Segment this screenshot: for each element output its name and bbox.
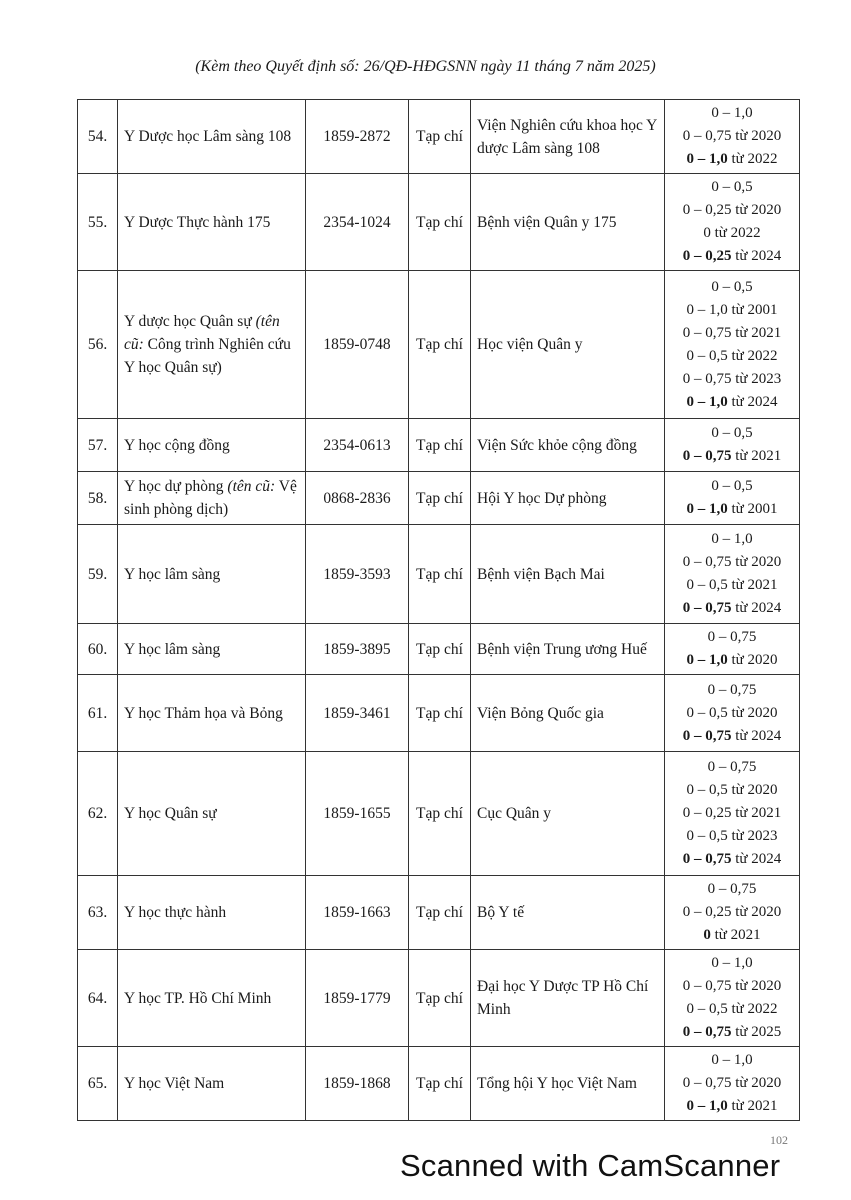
row-number: 65. xyxy=(78,1047,118,1121)
score-since-year: từ 2023 xyxy=(727,828,778,844)
score-value: 0 – 1,0 xyxy=(711,955,753,971)
score-value: 0 – 0,5 xyxy=(686,577,728,593)
issn: 1859-1868 xyxy=(306,1047,409,1121)
journal-name-text: Y học cộng đồng xyxy=(124,436,230,454)
score-line xyxy=(671,422,793,445)
score-value: 0 – 0,5 xyxy=(686,1001,728,1017)
score-since-year: từ 2021 xyxy=(727,1098,778,1114)
score-value: 0 – 0,75 xyxy=(682,448,732,464)
score-range xyxy=(665,271,800,419)
journal-name-text: Y học Quân sự xyxy=(124,805,217,822)
journal-name-text: Y học lâm sàng xyxy=(124,640,221,658)
score-line xyxy=(671,125,793,148)
publisher: Học viện Quân y xyxy=(471,271,665,419)
score-value: 0 – 0,5 xyxy=(686,782,728,798)
journal-name-text: Y dược học Quân sự xyxy=(124,313,252,330)
score-value: 0 xyxy=(703,927,711,943)
table-row xyxy=(78,525,800,624)
score-since-year: từ 2021 xyxy=(727,577,778,593)
score-line xyxy=(671,649,793,672)
score-range xyxy=(665,472,800,525)
score-range xyxy=(665,950,800,1047)
score-line xyxy=(671,176,793,199)
document-header: (Kèm theo Quyết định số: 26/QĐ-HĐGSNN ngày 11 tháng 7 năm 2025) xyxy=(195,58,656,75)
score-since-year: từ 2024 xyxy=(727,393,778,410)
table-row xyxy=(78,419,800,472)
journal-name xyxy=(118,419,306,472)
journal-name xyxy=(118,752,306,876)
former-name-prefix: (tên cũ: xyxy=(227,478,276,495)
score-value: 0 – 1,0 xyxy=(686,652,728,668)
journal-name-text: Y Dược học Lâm sàng 108 xyxy=(124,128,292,145)
score-value: 0 – 1,0 xyxy=(711,531,753,547)
score-line xyxy=(671,679,793,702)
score-value: 0 – 0,75 xyxy=(682,727,732,744)
score-line xyxy=(671,975,793,998)
publication-type: Tạp chí xyxy=(409,950,471,1047)
publisher: Viện Nghiên cứu khoa học Y dược Lâm sàng 108 xyxy=(471,100,665,174)
journal-name xyxy=(118,950,306,1047)
score-range xyxy=(665,419,800,472)
score-value: 0 – 0,5 xyxy=(686,347,728,364)
score-line xyxy=(671,725,793,748)
score-value: 0 – 0,5 xyxy=(686,704,728,721)
score-value: 0 xyxy=(703,225,711,241)
score-line xyxy=(671,1095,793,1118)
journal-name xyxy=(118,271,306,419)
issn: 1859-1655 xyxy=(306,752,409,876)
score-line xyxy=(671,1072,793,1095)
row-number: 54. xyxy=(78,100,118,174)
publisher: Hội Y học Dự phòng xyxy=(471,472,665,525)
journal-table xyxy=(77,99,800,1121)
score-since-year: từ 2020 xyxy=(731,1075,782,1091)
row-number: 57. xyxy=(78,419,118,472)
score-since-year: từ 2020 xyxy=(727,782,778,798)
score-range xyxy=(665,525,800,624)
issn: 1859-3461 xyxy=(306,675,409,752)
score-since-year: từ 2020 xyxy=(727,704,778,721)
journal-name-text: Y học TP. Hồ Chí Minh xyxy=(124,989,272,1007)
score-range xyxy=(665,624,800,675)
score-value: 0 – 0,75 xyxy=(682,851,732,867)
score-line xyxy=(671,199,793,222)
score-line xyxy=(671,498,793,521)
score-since-year: từ 2024 xyxy=(731,851,782,867)
score-line xyxy=(671,626,793,649)
score-line xyxy=(671,998,793,1021)
score-since-year: từ 2021 xyxy=(710,927,761,943)
score-value: 0 – 1,0 xyxy=(686,301,728,318)
score-line xyxy=(671,924,793,947)
score-value: 0 – 0,75 xyxy=(707,629,757,645)
issn: 0868-2836 xyxy=(306,472,409,525)
score-value: 0 – 0,75 xyxy=(682,978,732,994)
score-value: 0 – 0,75 xyxy=(682,324,732,341)
publisher: Viện Sức khỏe cộng đồng xyxy=(471,419,665,472)
score-line xyxy=(671,825,793,848)
publisher: Bộ Y tế xyxy=(471,876,665,950)
publisher: Đại học Y Dược TP Hồ Chí Minh xyxy=(471,950,665,1047)
score-value: 0 – 0,75 xyxy=(682,1024,732,1040)
score-line xyxy=(671,848,793,871)
journal-name xyxy=(118,675,306,752)
page-number: 102 xyxy=(770,1133,788,1147)
score-line xyxy=(671,574,793,597)
score-line xyxy=(671,779,793,802)
row-number: 55. xyxy=(78,174,118,271)
score-value: 0 – 0,5 xyxy=(711,278,753,295)
table-row xyxy=(78,624,800,675)
publisher: Viện Bỏng Quốc gia xyxy=(471,675,665,752)
score-value: 0 – 0,75 xyxy=(707,881,757,897)
score-value: 0 – 0,75 xyxy=(682,1075,732,1091)
publication-type: Tạp chí xyxy=(409,675,471,752)
score-value: 0 – 0,5 xyxy=(686,828,728,844)
score-since-year: từ 2024 xyxy=(731,248,782,264)
row-number: 64. xyxy=(78,950,118,1047)
score-line xyxy=(671,322,793,345)
journal-name-text: Y học Việt Nam xyxy=(124,1075,225,1092)
score-value: 0 – 1,0 xyxy=(711,105,753,121)
journal-name xyxy=(118,472,306,525)
score-since-year: từ 2022 xyxy=(727,347,778,364)
row-number: 62. xyxy=(78,752,118,876)
score-line xyxy=(671,1049,793,1072)
row-number: 58. xyxy=(78,472,118,525)
score-value: 0 – 0,75 xyxy=(682,600,732,616)
camscanner-watermark: Scanned with CamScanner xyxy=(400,1148,781,1183)
score-since-year: từ 2022 xyxy=(727,151,778,167)
score-line xyxy=(671,222,793,245)
publication-type: Tạp chí xyxy=(409,174,471,271)
score-line xyxy=(671,551,793,574)
score-value: 0 – 0,5 xyxy=(711,425,753,441)
score-line xyxy=(671,702,793,725)
journal-name xyxy=(118,174,306,271)
score-value: 0 – 0,75 xyxy=(682,128,732,144)
score-since-year: từ 2020 xyxy=(731,128,782,144)
score-line xyxy=(671,756,793,779)
score-since-year: từ 2021 xyxy=(731,805,782,821)
publication-type: Tạp chí xyxy=(409,525,471,624)
issn: 2354-0613 xyxy=(306,419,409,472)
score-since-year: từ 2022 xyxy=(710,225,761,241)
score-since-year: từ 2001 xyxy=(727,501,778,517)
score-line xyxy=(671,276,793,299)
publication-type: Tạp chí xyxy=(409,419,471,472)
score-line xyxy=(671,952,793,975)
score-line xyxy=(671,345,793,368)
score-value: 0 – 0,25 xyxy=(682,904,732,920)
score-value: 0 – 0,25 xyxy=(682,805,732,821)
score-line xyxy=(671,391,793,414)
publisher: Bệnh viện Bạch Mai xyxy=(471,525,665,624)
score-since-year: từ 2024 xyxy=(731,600,782,616)
score-line xyxy=(671,1021,793,1044)
publication-type: Tạp chí xyxy=(409,100,471,174)
publisher: Bệnh viện Trung ương Huế xyxy=(471,624,665,675)
journal-name-text: Y Dược Thực hành 175 xyxy=(124,213,271,231)
issn: 2354-1024 xyxy=(306,174,409,271)
journal-name xyxy=(118,100,306,174)
score-range xyxy=(665,174,800,271)
score-value: 0 – 0,5 xyxy=(711,179,753,195)
former-name: Vệ sinh phòng dịch) xyxy=(124,478,297,518)
score-value: 0 – 1,0 xyxy=(686,393,728,410)
issn: 1859-1779 xyxy=(306,950,409,1047)
score-since-year: từ 2021 xyxy=(731,324,782,341)
row-number: 60. xyxy=(78,624,118,675)
score-value: 0 – 1,0 xyxy=(686,151,728,167)
journal-name xyxy=(118,876,306,950)
score-value: 0 – 1,0 xyxy=(711,1052,753,1068)
score-since-year: từ 2020 xyxy=(727,652,778,668)
score-range xyxy=(665,876,800,950)
score-since-year: từ 2020 xyxy=(731,202,782,218)
score-value: 0 – 1,0 xyxy=(686,501,728,517)
issn: 1859-3593 xyxy=(306,525,409,624)
score-line xyxy=(671,102,793,125)
table-row xyxy=(78,950,800,1047)
table-row xyxy=(78,675,800,752)
issn: 1859-3895 xyxy=(306,624,409,675)
score-since-year: từ 2020 xyxy=(731,554,782,570)
former-name: Công trình Nghiên cứu Y học Quân sự) xyxy=(124,336,291,376)
score-range xyxy=(665,752,800,876)
table-row xyxy=(78,876,800,950)
score-value: 0 – 0,25 xyxy=(682,202,732,218)
score-since-year: từ 2021 xyxy=(731,448,782,464)
score-range xyxy=(665,100,800,174)
score-line xyxy=(671,245,793,268)
journal-name xyxy=(118,525,306,624)
score-value: 0 – 0,5 xyxy=(711,478,753,494)
publication-type: Tạp chí xyxy=(409,472,471,525)
score-since-year: từ 2025 xyxy=(731,1024,782,1040)
issn: 1859-1663 xyxy=(306,876,409,950)
table-row xyxy=(78,752,800,876)
journal-name-text: Y học thực hành xyxy=(124,904,227,921)
score-line xyxy=(671,802,793,825)
score-value: 0 – 0,75 xyxy=(707,759,757,775)
table-row xyxy=(78,100,800,174)
score-line xyxy=(671,901,793,924)
issn: 1859-2872 xyxy=(306,100,409,174)
former-name-prefix: (tên cũ: xyxy=(124,313,280,353)
score-line xyxy=(671,299,793,322)
publication-type: Tạp chí xyxy=(409,271,471,419)
journal-name-text: Y học Thảm họa và Bỏng xyxy=(124,704,283,722)
score-since-year: từ 2001 xyxy=(727,301,778,318)
score-line xyxy=(671,878,793,901)
score-line xyxy=(671,148,793,171)
score-since-year: từ 2024 xyxy=(731,727,782,744)
journal-name-text: Y học dự phòng xyxy=(124,478,224,495)
publisher: Tổng hội Y học Việt Nam xyxy=(471,1047,665,1121)
journal-name-text: Y học lâm sàng xyxy=(124,565,221,583)
score-line xyxy=(671,368,793,391)
row-number: 61. xyxy=(78,675,118,752)
table-row xyxy=(78,472,800,525)
row-number: 63. xyxy=(78,876,118,950)
row-number: 59. xyxy=(78,525,118,624)
table-row xyxy=(78,271,800,419)
publication-type: Tạp chí xyxy=(409,752,471,876)
score-line xyxy=(671,528,793,551)
score-since-year: từ 2022 xyxy=(727,1001,778,1017)
journal-name xyxy=(118,624,306,675)
row-number: 56. xyxy=(78,271,118,419)
score-since-year: từ 2023 xyxy=(731,370,782,387)
score-since-year: từ 2020 xyxy=(731,978,782,994)
score-since-year: từ 2020 xyxy=(731,904,782,920)
score-value: 0 – 0,75 xyxy=(707,681,757,698)
score-line xyxy=(671,597,793,620)
journal-table-body xyxy=(78,100,800,1121)
score-value: 0 – 0,75 xyxy=(682,370,732,387)
score-line xyxy=(671,445,793,468)
table-row xyxy=(78,1047,800,1121)
journal-name xyxy=(118,1047,306,1121)
publisher: Cục Quân y xyxy=(471,752,665,876)
publication-type: Tạp chí xyxy=(409,1047,471,1121)
score-value: 0 – 0,75 xyxy=(682,554,732,570)
score-range xyxy=(665,1047,800,1121)
issn: 1859-0748 xyxy=(306,271,409,419)
score-value: 0 – 0,25 xyxy=(682,248,732,264)
score-value: 0 – 1,0 xyxy=(686,1098,728,1114)
publisher: Bệnh viện Quân y 175 xyxy=(471,174,665,271)
publication-type: Tạp chí xyxy=(409,624,471,675)
score-line xyxy=(671,475,793,498)
table-row xyxy=(78,174,800,271)
publication-type: Tạp chí xyxy=(409,876,471,950)
score-range xyxy=(665,675,800,752)
